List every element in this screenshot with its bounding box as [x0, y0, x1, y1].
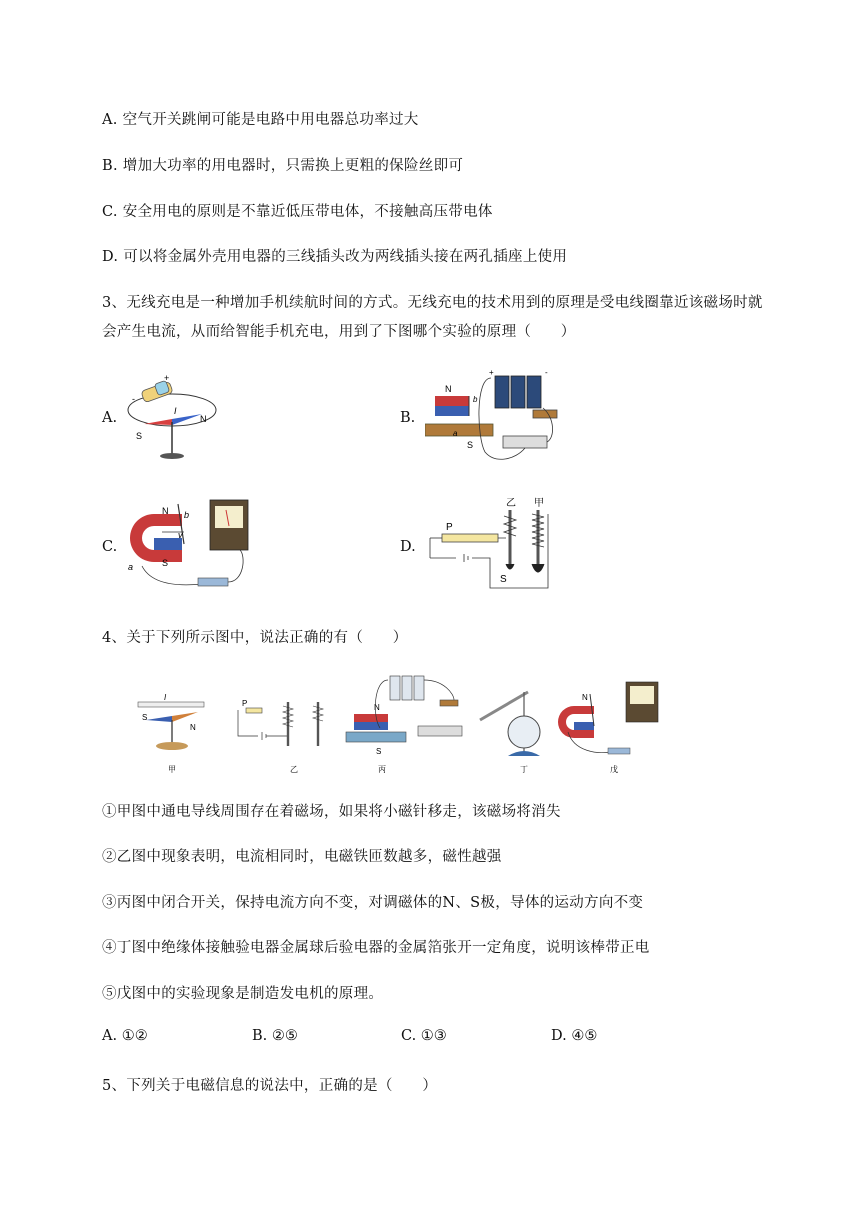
fig-c-v-label: v [178, 530, 183, 540]
q3-label-a: A. [102, 410, 118, 426]
q4-fig-label-wu: 戊 [610, 765, 618, 774]
q4-choice-a: A. ①② [102, 1028, 148, 1044]
q3-figure-c [122, 496, 252, 592]
q4-fig-label-yi: 乙 [290, 765, 298, 774]
q4-fig-label-bing: 丙 [378, 765, 386, 774]
q4-fig-bing-s: S [376, 747, 382, 756]
q4-choice-d: D. ④⑤ [551, 1028, 598, 1044]
fig-b-b-label: b [473, 395, 478, 404]
q4-fig-label-jia: 甲 [168, 765, 176, 774]
q4-statement-1: ①甲图中通电导线周围存在着磁场，如果将小磁针移走，该磁场将消失 [102, 804, 561, 820]
q4-statement-5: ⑤戊图中的实验现象是制造发电机的原理。 [102, 986, 384, 1002]
fig-b-a-label: a [453, 429, 458, 438]
q2-option-a: A. 空气开关跳闸可能是电路中用电器总功率过大 [102, 112, 419, 128]
q4-fig-jia-current: I [164, 693, 167, 702]
q3-label-b: B. [400, 410, 416, 426]
q4-choice-c: C. ①③ [401, 1028, 447, 1044]
q4-choice-b: B. ②⑤ [252, 1028, 298, 1044]
fig-a-n-label: N [200, 414, 207, 424]
q5-stem: 5、下列关于电磁信息的说法中，正确的是（ ） [102, 1078, 438, 1094]
q3-label-c: C. [102, 539, 118, 555]
fig-d-jia-label: 甲 [534, 498, 544, 509]
fig-a-minus-label: - [132, 394, 135, 404]
q4-statement-4: ④丁图中绝缘体接触验电器金属球后验电器的金属箔张开一定角度，说明该棒带正电 [102, 940, 650, 956]
q4-fig-wu [558, 682, 658, 774]
fig-c-s-label: S [162, 558, 169, 568]
q4-fig-ding [480, 692, 540, 774]
q4-stem: 4、关于下列所示图中，说法正确的有（ ） [102, 630, 408, 646]
q3-label-d: D. [400, 539, 416, 555]
fig-a-current-label: I [174, 406, 177, 416]
q4-fig-yi-p: P [242, 699, 248, 708]
q3-figure-d [420, 494, 560, 598]
fig-b-s-label: S [467, 440, 474, 450]
q4-statement-2: ②乙图中现象表明，电流相同时，电磁铁匝数越多，磁性越强 [102, 849, 502, 865]
q4-fig-wu-n: N [582, 693, 588, 702]
fig-c-b-label: b [184, 510, 190, 520]
q2-option-d: D. 可以将金属外壳用电器的三线插头改为两线插头接在两孔插座上使用 [102, 249, 568, 265]
q4-fig-bing-n: N [374, 703, 380, 712]
q3-stem-line1: 3、无线充电是一种增加手机续航时间的方式。无线充电的技术用到的原理是受电线圈靠近该磁场时就 [102, 295, 763, 311]
fig-a-plus-label: + [164, 373, 170, 383]
q4-fig-yi [238, 699, 323, 774]
q3-stem-line2: 会产生电流，从而给智能手机充电，用到了下图哪个实验的原理（ ） [102, 324, 576, 340]
q4-fig-jia-s: S [142, 713, 148, 722]
q4-fig-bing [346, 676, 462, 774]
fig-b-minus-label: - [545, 368, 548, 377]
q4-statement-3: ③丙图中闭合开关，保持电流方向不变，对调磁体的N、S极，导体的运动方向不变 [102, 895, 644, 911]
q3-figure-a [120, 372, 230, 464]
q4-fig-jia-n: N [190, 723, 196, 732]
fig-b-n-label: N [445, 384, 452, 394]
fig-d-yi-label: 乙 [506, 498, 516, 509]
q4-fig-label-ding: 丁 [520, 765, 528, 774]
q3-figure-b [425, 368, 565, 464]
fig-c-n-label: N [162, 506, 169, 516]
q2-option-b: B. 增加大功率的用电器时，只需换上更粗的保险丝即可 [102, 158, 464, 174]
q4-fig-jia [138, 693, 204, 774]
fig-d-p-label: P [446, 522, 453, 533]
fig-d-s-label: S [500, 574, 507, 585]
fig-a-s-label: S [136, 431, 143, 441]
q4-figure-strip [128, 666, 676, 778]
q2-option-c: C. 安全用电的原则是不靠近低压带电体，不接触高压带电体 [102, 204, 493, 220]
fig-b-plus-label: + [489, 368, 494, 377]
fig-c-a-label: a [128, 562, 134, 572]
